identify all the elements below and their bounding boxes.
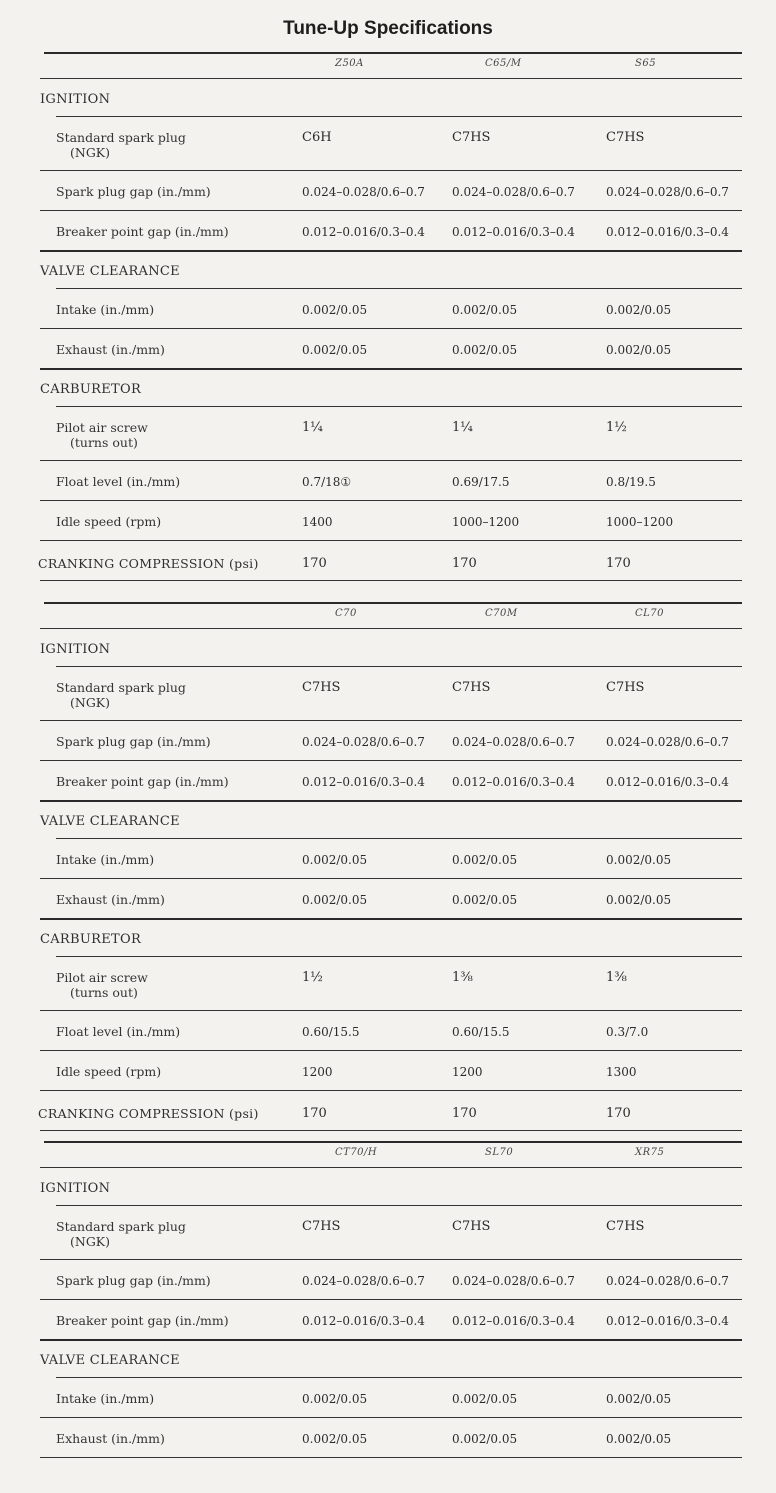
rule-line [40, 170, 742, 171]
spec-value: 1¼ [302, 420, 323, 435]
spec-value: 0.002/0.05 [606, 1392, 672, 1406]
row-label: Breaker point gap (in./mm) [56, 774, 229, 789]
section-heading: VALVE CLEARANCE [40, 1353, 180, 1368]
row-label: Standard spark plug [56, 130, 186, 145]
rule-line [56, 116, 742, 117]
rule-line [40, 1457, 742, 1458]
row-label: Standard spark plug [56, 680, 186, 695]
spec-value: 0.60/15.5 [452, 1025, 510, 1039]
spec-value: 0.002/0.05 [452, 343, 518, 357]
row-label: Standard spark plug [56, 1219, 186, 1234]
row-label: Float level (in./mm) [56, 1024, 181, 1039]
row-label: Intake (in./mm) [56, 1391, 155, 1406]
row-label: Spark plug gap (in./mm) [56, 184, 211, 199]
spec-value: 1200 [452, 1065, 483, 1079]
spec-value: C6H [302, 130, 332, 145]
spec-value: 0.002/0.05 [452, 853, 518, 867]
rule-line [56, 666, 742, 667]
spec-value: 0.024–0.028/0.6–0.7 [452, 1274, 575, 1288]
model-header: XR75 [635, 1147, 665, 1158]
spec-value: 170 [452, 556, 477, 571]
spec-value: 0.012–0.016/0.3–0.4 [452, 225, 575, 239]
rule-line [40, 1090, 742, 1091]
spec-value: 0.024–0.028/0.6–0.7 [302, 1274, 425, 1288]
page-title: Tune-Up Specifications [283, 18, 493, 39]
spec-value: 0.002/0.05 [606, 853, 672, 867]
rule-line [40, 210, 742, 211]
row-label: Breaker point gap (in./mm) [56, 224, 229, 239]
spec-value: 0.002/0.05 [302, 303, 368, 317]
spec-value: 1000–1200 [606, 515, 674, 529]
spec-value: 0.024–0.028/0.6–0.7 [452, 185, 575, 199]
rule-line [40, 250, 742, 252]
spec-value: 0.002/0.05 [452, 1432, 518, 1446]
rule-line [40, 1130, 742, 1131]
rule-line [40, 800, 742, 802]
spec-value: 0.002/0.05 [452, 303, 518, 317]
spec-value: 1000–1200 [452, 515, 520, 529]
spec-value: C7HS [606, 680, 645, 695]
spec-value: 0.024–0.028/0.6–0.7 [302, 735, 425, 749]
spec-value: C7HS [606, 130, 645, 145]
spec-value: 0.002/0.05 [302, 893, 368, 907]
row-label: Idle speed (rpm) [56, 1064, 162, 1079]
spec-value: 0.8/19.5 [606, 475, 656, 489]
spec-value: 0.002/0.05 [302, 853, 368, 867]
spec-value: 170 [606, 556, 631, 571]
rule-line [56, 288, 742, 289]
model-header: CT70/H [335, 1147, 378, 1158]
row-label: Idle speed (rpm) [56, 514, 162, 529]
rule-line [40, 1050, 742, 1051]
row-label: Breaker point gap (in./mm) [56, 1313, 229, 1328]
rule-line [40, 460, 742, 461]
spec-value: 0.012–0.016/0.3–0.4 [302, 775, 425, 789]
spec-value: 0.60/15.5 [302, 1025, 360, 1039]
row-sublabel: (turns out) [70, 435, 138, 450]
spec-value: 0.002/0.05 [606, 343, 672, 357]
spec-value: 0.002/0.05 [302, 1392, 368, 1406]
rule-line [56, 838, 742, 839]
section-heading: IGNITION [40, 92, 111, 107]
section-heading: CARBURETOR [40, 932, 142, 947]
row-label: Float level (in./mm) [56, 474, 181, 489]
spec-value: 0.002/0.05 [606, 893, 672, 907]
rule-line [44, 1141, 742, 1143]
spec-value: C7HS [452, 1219, 491, 1234]
rule-line [40, 540, 742, 541]
row-label: CRANKING COMPRESSION (psi) [38, 556, 259, 571]
model-header: Z50A [335, 58, 364, 69]
rule-line [44, 52, 742, 54]
spec-value: 1¼ [452, 420, 473, 435]
row-sublabel: (turns out) [70, 985, 138, 1000]
spec-value: 0.002/0.05 [452, 1392, 518, 1406]
spec-value: 0.024–0.028/0.6–0.7 [302, 185, 425, 199]
spec-value: 0.012–0.016/0.3–0.4 [606, 775, 729, 789]
spec-value: 0.002/0.05 [302, 1432, 368, 1446]
section-heading: VALVE CLEARANCE [40, 814, 180, 829]
row-label: Exhaust (in./mm) [56, 892, 165, 907]
spec-value: 0.024–0.028/0.6–0.7 [452, 735, 575, 749]
spec-value: 170 [606, 1106, 631, 1121]
rule-line [40, 1339, 742, 1341]
spec-value: C7HS [452, 130, 491, 145]
row-label: Exhaust (in./mm) [56, 1431, 165, 1446]
rule-line [40, 580, 742, 581]
rule-line [40, 720, 742, 721]
spec-value: 170 [302, 556, 327, 571]
spec-value: 1200 [302, 1065, 333, 1079]
spec-value: 0.7/18① [302, 475, 352, 489]
row-label: Spark plug gap (in./mm) [56, 1273, 211, 1288]
rule-line [56, 956, 742, 957]
row-sublabel: (NGK) [70, 145, 111, 160]
spec-value: 1400 [302, 515, 333, 529]
spec-value: C7HS [302, 1219, 341, 1234]
model-header: C70M [485, 608, 518, 619]
section-heading: IGNITION [40, 1181, 111, 1196]
spec-value: 0.012–0.016/0.3–0.4 [302, 1314, 425, 1328]
spec-value: 1⅜ [452, 970, 473, 985]
spec-value: 1⅜ [606, 970, 627, 985]
spec-value: 170 [452, 1106, 477, 1121]
spec-value: 0.3/7.0 [606, 1025, 649, 1039]
spec-value: 0.024–0.028/0.6–0.7 [606, 185, 729, 199]
rule-line [44, 602, 742, 604]
row-label: Spark plug gap (in./mm) [56, 734, 211, 749]
spec-value: 1300 [606, 1065, 637, 1079]
model-header: CL70 [635, 608, 665, 619]
rule-line [56, 1205, 742, 1206]
spec-value: C7HS [452, 680, 491, 695]
spec-value: 0.002/0.05 [452, 893, 518, 907]
rule-line [40, 1417, 742, 1418]
rule-line [40, 328, 742, 329]
rule-line [56, 1377, 742, 1378]
rule-line [40, 1299, 742, 1300]
spec-value: C7HS [606, 1219, 645, 1234]
row-sublabel: (NGK) [70, 1234, 111, 1249]
spec-value: 0.012–0.016/0.3–0.4 [606, 1314, 729, 1328]
rule-line [40, 1167, 742, 1168]
rule-line [40, 918, 742, 920]
rule-line [40, 760, 742, 761]
spec-value: 0.002/0.05 [606, 303, 672, 317]
row-label: Intake (in./mm) [56, 852, 155, 867]
row-label: Pilot air screw [56, 970, 148, 985]
row-label: Pilot air screw [56, 420, 148, 435]
rule-line [40, 368, 742, 370]
rule-line [40, 1010, 742, 1011]
rule-line [40, 500, 742, 501]
spec-value: 0.012–0.016/0.3–0.4 [606, 225, 729, 239]
spec-value: 0.012–0.016/0.3–0.4 [452, 775, 575, 789]
spec-value: 0.024–0.028/0.6–0.7 [606, 1274, 729, 1288]
spec-value: 0.024–0.028/0.6–0.7 [606, 735, 729, 749]
rule-line [40, 78, 742, 79]
model-header: C70 [335, 608, 357, 619]
section-heading: VALVE CLEARANCE [40, 264, 180, 279]
spec-value: 0.012–0.016/0.3–0.4 [302, 225, 425, 239]
row-label: Intake (in./mm) [56, 302, 155, 317]
section-heading: CARBURETOR [40, 382, 142, 397]
row-sublabel: (NGK) [70, 695, 111, 710]
spec-value: C7HS [302, 680, 341, 695]
spec-value: 0.69/17.5 [452, 475, 510, 489]
model-header: C65/M [485, 58, 522, 69]
model-header: S65 [635, 58, 657, 69]
rule-line [40, 1259, 742, 1260]
rule-line [40, 628, 742, 629]
spec-value: 1½ [606, 420, 627, 435]
spec-value: 0.002/0.05 [302, 343, 368, 357]
rule-line [40, 878, 742, 879]
section-heading: IGNITION [40, 642, 111, 657]
model-header: SL70 [485, 1147, 514, 1158]
row-label: CRANKING COMPRESSION (psi) [38, 1106, 259, 1121]
spec-value: 170 [302, 1106, 327, 1121]
row-label: Exhaust (in./mm) [56, 342, 165, 357]
rule-line [56, 406, 742, 407]
spec-value: 1½ [302, 970, 323, 985]
spec-value: 0.002/0.05 [606, 1432, 672, 1446]
spec-value: 0.012–0.016/0.3–0.4 [452, 1314, 575, 1328]
